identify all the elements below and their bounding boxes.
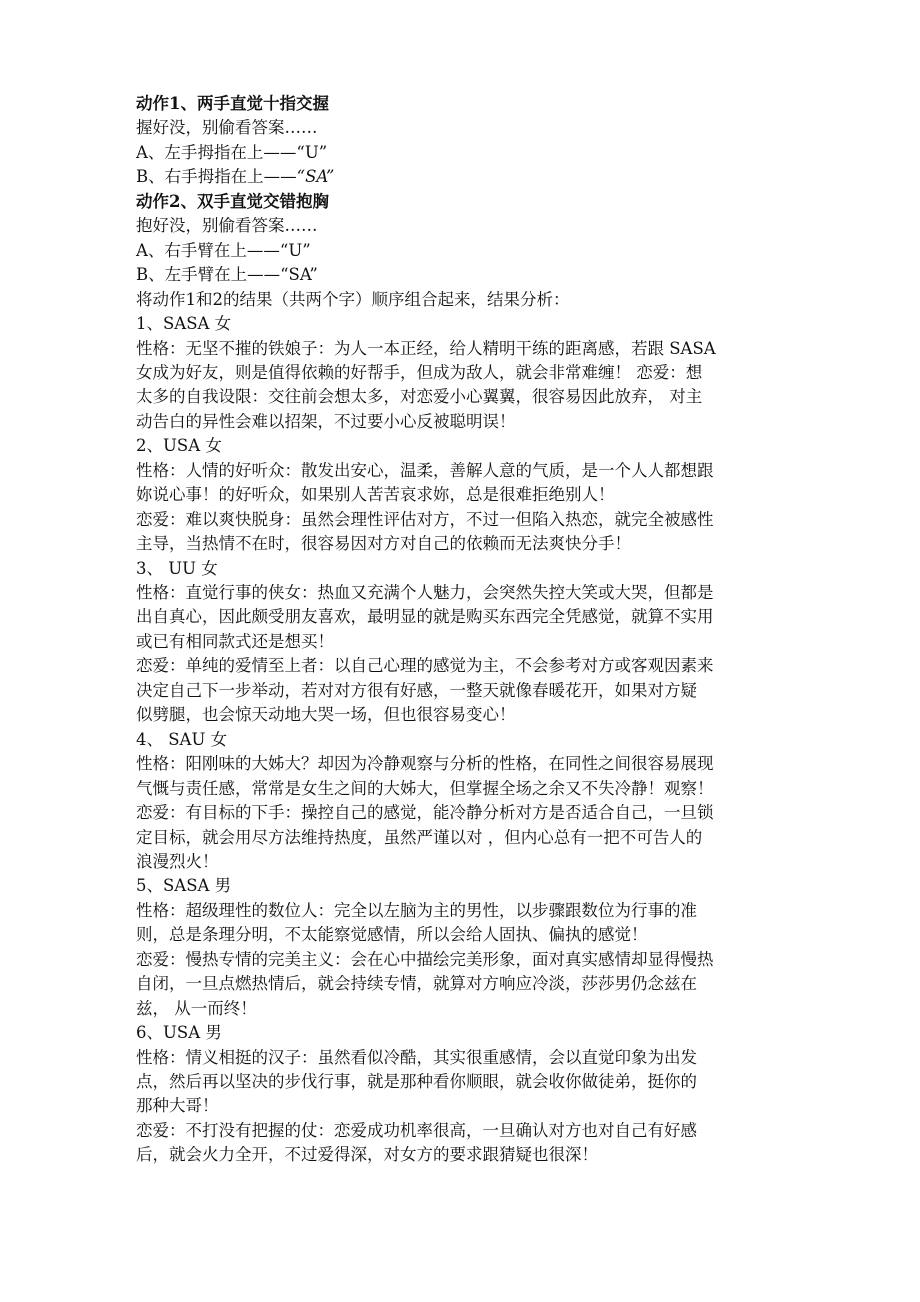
text-line [136,679,796,703]
text-line [136,508,796,532]
line-text: 或已有相同款式还是想买！ [136,631,334,651]
text-line [136,605,796,629]
text-line [136,850,796,874]
line-text: 恋爱：难以爽快脱身：虽然会理性评估对方，不过一但陷入热恋，就完全被感性 [136,509,714,529]
line-text: 则，总是条理分明，不太能察觉感情，所以会给人固执、偏执的感觉！ [136,925,648,945]
text-line [136,263,796,287]
line-text: 性格：人情的好听众：散发出安心，温柔，善解人意的气质，是一个人人都想跟 [136,460,714,480]
text-line [136,581,796,605]
line-text: 那种大哥！ [136,1096,219,1116]
line-text: A、右手臂在上——“U” [136,240,311,260]
text-line [136,239,796,263]
line-text: 定目标，就会用尽方法维持热度，虽然严谨以对 ，但内心总有一把不可告人的 [136,827,703,847]
text-line [136,532,796,556]
text-line [136,728,796,752]
line-text: 1、SASA 女 [136,314,232,334]
text-line [136,557,796,581]
line-text: 2、USA 女 [136,436,222,456]
text-line [136,630,796,654]
line-text: 恋爱：单纯的爱情至上者：以自己心理的感觉为主，不会参考对方或客观因素来 [136,656,714,676]
line-text: 性格：超级理性的数位人：完全以左脑为主的男性，以步骤跟数位为行事的准 [136,900,697,920]
line-text: 决定自己下一步举动，若对对方很有好感，一整天就像春暖花开，如果对方疑 [136,680,697,700]
text-line [136,997,796,1021]
line-text: 动告白的异性会难以招架，不过要小心反被聪明误！ [136,411,516,431]
line-text: 动作2、双手直觉交错抱胸 [136,191,329,211]
line-text: 后，就会火力全开，不过爱得深，对女方的要求跟猜疑也很深！ [136,1145,598,1165]
line-text: 点，然后再以坚决的步伐行事，就是那种看你顺眼，就会收你做徒弟，挺你的 [136,1072,697,1091]
line-text: 太多的自我设限：交往前会想太多，对恋爱小心翼翼，很容易因此放弃， 对主 [136,387,703,407]
line-text: 性格：情义相挺的汉子：虽然看似冷酷，其实很重感情，会以直觉印象为出发 [136,1047,697,1067]
text-line [136,703,796,727]
text-line [136,483,796,507]
text-line [136,972,796,996]
text-line [136,459,796,483]
text-line [136,1094,796,1118]
text-line [136,165,796,189]
line-text: A、左手拇指在上——“U” [136,142,328,162]
line-text: 女成为好友，则是值得依赖的好帮手，但成为敌人，就会非常难缠！ 恋爱：想 [136,362,703,382]
text-line [136,141,796,165]
text-line [136,777,796,801]
text-line [136,923,796,947]
text-line [136,1119,796,1143]
line-text: B、左手臂在上——“SA” [136,265,318,285]
line-text: 恋爱：慢热专情的完美主义：会在心中描绘完美形象，面对真实感情却显得慢热 [136,949,714,969]
line-text: 4、 SAU 女 [136,729,228,749]
line-text: 似劈腿，也会惊天动地大哭一场，但也很容易变心！ [136,705,516,725]
text-line [136,752,796,776]
line-text: 握好没，别偷看答案…… [136,118,318,138]
text-line [136,1143,796,1167]
line-text: 兹， 从一而终！ [136,998,257,1018]
line-text: 性格：直觉行事的侠女：热血又充满个人魅力，会突然失控大笑或大哭，但都是 [136,583,714,602]
section-heading [136,190,796,214]
text-line [136,654,796,678]
section-heading [136,92,796,116]
text-line [136,312,796,336]
line-text: 自闭，一旦点燃热情后，就会持续专情，就算对方响应冷淡，莎莎男仍念兹在 [136,974,697,994]
line-text: 主导，当热情不在时，很容易因对方对自己的依赖而无法爽快分手！ [136,534,631,554]
text-line [136,826,796,850]
line-text: 将动作1和2的结果（共两个字）顺序组合起来，结果分析： [136,289,570,309]
text-line [136,116,796,140]
line-text: B、右手拇指在上—— [136,167,297,187]
line-text: 恋爱：不打没有把握的仗：恋爱成功机率很高，一旦确认对方也对自己有好感 [136,1120,697,1140]
text-line [136,801,796,825]
text-line [136,385,796,409]
text-line [136,214,796,238]
text-line [136,337,796,361]
line-text: 3、 UU 女 [136,558,218,578]
line-text: 妳说心事！的好听众，如果别人苦苦哀求妳，总是很难拒绝别人！ [136,485,615,505]
text-line [136,434,796,458]
line-text: 出自真心，因此颇受朋友喜欢，最明显的就是购买东西完全凭感觉，就算不实用 [136,607,714,627]
line-text: 5、SASA 男 [136,876,232,896]
line-text: 6、USA 男 [136,1023,222,1043]
line-text-italic: “SA” [296,167,335,187]
line-text: 性格：无坚不摧的铁娘子：为人一本正经，给人精明干练的距离感，若跟 SASA [136,338,716,358]
text-line [136,948,796,972]
text-line [136,1021,796,1045]
text-line [136,361,796,385]
text-line [136,874,796,898]
text-line [136,1070,796,1094]
text-line [136,1046,796,1070]
line-text: 浪漫烈火！ [136,851,219,871]
text-line [136,410,796,434]
text-line [136,288,796,312]
line-text: 动作1、两手直觉十指交握 [136,94,329,113]
line-text: 恋爱：有目标的下手：操控自己的感觉，能冷静分析对方是否适合自己，一旦锁 [136,803,714,823]
line-text: 抱好没，别偷看答案…… [136,216,318,236]
line-text: 性格：阳刚味的大姊大？却因为冷静观察与分析的性格，在同性之间很容易展现 [136,754,714,774]
line-text: 气慨与责任感，常常是女生之间的大姊大，但掌握全场之余又不失冷静！观察！ [136,778,714,798]
text-line [136,899,796,923]
